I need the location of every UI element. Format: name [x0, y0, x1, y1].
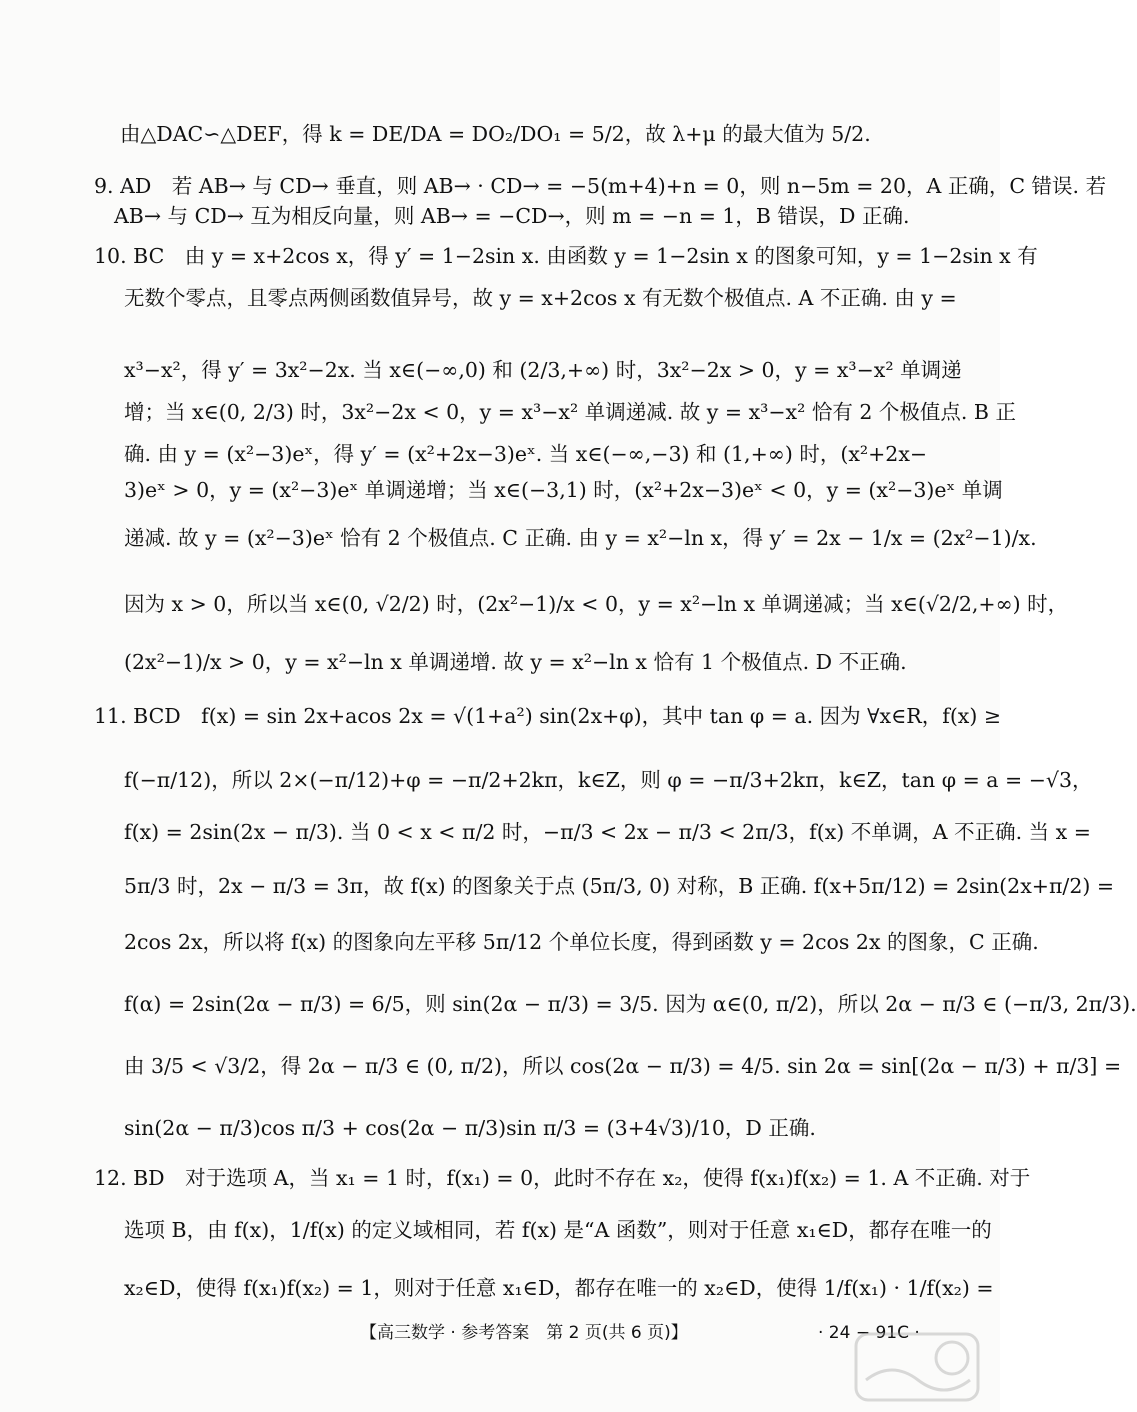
text-line: 2cos 2x，所以将 f(x) 的图象向左平移 5π/12 个单位长度，得到函数 y = 2cos 2x 的图象，C 正确. [124, 930, 1039, 954]
text-line: 选项 B，由 f(x)，1/f(x) 的定义域相同，若 f(x) 是“A 函数”，则对于任意 x₁∈D，都存在唯一的 [124, 1218, 992, 1242]
text-line: 9. AD 若 AB→ 与 CD→ 垂直，则 AB→ · CD→ = −5(m+4)+n = 0，则 n−5m = 20，A 正确，C 错误. 若 [94, 174, 1107, 198]
watermark-logo [852, 1330, 982, 1404]
text-line: 因为 x > 0，所以当 x∈(0, √2/2) 时，(2x²−1)/x < 0，y = x²−ln x 单调递减；当 x∈(√2/2,+∞) 时， [124, 592, 1069, 616]
text-line: 11. BCD f(x) = sin 2x+acos 2x = √(1+a²) sin(2x+φ)，其中 tan φ = a. 因为 ∀x∈R，f(x) ≥ [94, 704, 1002, 728]
text-line: 3)eˣ > 0，y = (x²−3)eˣ 单调递增；当 x∈(−3,1) 时，(x²+2x−3)eˣ < 0，y = (x²−3)eˣ 单调 [124, 478, 1003, 502]
text-line: x₂∈D，使得 f(x₁)f(x₂) = 1，则对于任意 x₁∈D，都存在唯一的 x₂∈D，使得 1/f(x₁) · 1/f(x₂) = [124, 1276, 994, 1300]
footer-title: 【高三数学 · 参考答案 第 2 页(共 6 页)】 [360, 1323, 688, 1343]
text-line: 递减. 故 y = (x²−3)eˣ 恰有 2 个极值点. C 正确. 由 y = x²−ln x，得 y′ = 2x − 1/x = (2x²−1)/x. [124, 526, 1037, 550]
text-line: f(x) = 2sin(2x − π/3). 当 0 < x < π/2 时，−π/3 < 2x − π/3 < 2π/3，f(x) 不单调，A 不正确. 当 x = [124, 820, 1091, 844]
footer-code: · 24 − 91C · [818, 1323, 920, 1343]
text-line: 确. 由 y = (x²−3)eˣ，得 y′ = (x²+2x−3)eˣ. 当 x∈(−∞,−3) 和 (1,+∞) 时，(x²+2x− [124, 442, 928, 466]
text-line: 由△DAC∽△DEF，得 k = DE/DA = DO₂/DO₁ = 5/2，故 λ+μ 的最大值为 5/2. [120, 122, 871, 146]
text-line: 12. BD 对于选项 A，当 x₁ = 1 时，f(x₁) = 0，此时不存在 x₂，使得 f(x₁)f(x₂) = 1. A 不正确. 对于 [94, 1166, 1031, 1190]
text-line: 10. BC 由 y = x+2cos x，得 y′ = 1−2sin x. 由函数 y = 1−2sin x 的图象可知，y = 1−2sin x 有 [94, 244, 1038, 268]
text-line: f(−π/12)，所以 2×(−π/12)+φ = −π/2+2kπ，k∈Z，则 φ = −π/3+2kπ，k∈Z，tan φ = a = −√3， [124, 768, 1093, 792]
text-line: 5π/3 时，2x − π/3 = 3π，故 f(x) 的图象关于点 (5π/3, 0) 对称，B 正确. f(x+5π/12) = 2sin(2x+π/2) = [124, 874, 1115, 898]
text-line: sin(2α − π/3)cos π/3 + cos(2α − π/3)sin π/3 = (3+4√3)/10，D 正确. [124, 1116, 816, 1140]
text-line: 无数个零点，且零点两侧函数值异号，故 y = x+2cos x 有无数个极值点. A 不正确. 由 y = [124, 286, 957, 310]
text-line: 增；当 x∈(0, 2/3) 时，3x²−2x < 0，y = x³−x² 单调递减. 故 y = x³−x² 恰有 2 个极值点. B 正 [124, 400, 1017, 424]
text-line: f(α) = 2sin(2α − π/3) = 6/5，则 sin(2α − π/3) = 3/5. 因为 α∈(0, π/2)，所以 2α − π/3 ∈ (−π/3, 2π/3). [124, 992, 1137, 1016]
text-line: AB→ 与 CD→ 互为相反向量，则 AB→ = −CD→，则 m = −n = 1，B 错误，D 正确. [114, 204, 910, 228]
text-line: (2x²−1)/x > 0，y = x²−ln x 单调递增. 故 y = x²−ln x 恰有 1 个极值点. D 不正确. [124, 650, 907, 674]
text-line: x³−x²，得 y′ = 3x²−2x. 当 x∈(−∞,0) 和 (2/3,+∞) 时，3x²−2x > 0，y = x³−x² 单调递 [124, 358, 962, 382]
text-line: 由 3/5 < √3/2，得 2α − π/3 ∈ (0, π/2)，所以 cos(2α − π/3) = 4/5. sin 2α = sin[(2α − π/3) + π/3] = [124, 1054, 1122, 1078]
